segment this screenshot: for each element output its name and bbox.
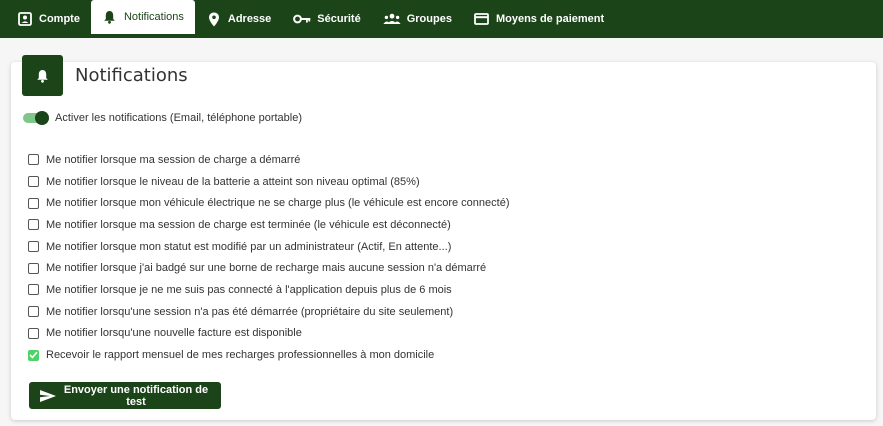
page-title: Notifications [75,65,188,86]
tab-moyens-de-paiement[interactable] [463,0,615,38]
notification-option [28,323,509,345]
toggle-knob [35,111,49,125]
notification-option [28,344,509,366]
tab-notifications[interactable] [91,0,195,34]
option-label: Me notifier lorsque ma session de charge est terminée (le véhicule est déconnecté) [46,218,451,231]
option-label: Recevoir le rapport mensuel de mes recharges professionnelles à mon domicile [46,349,435,362]
key-icon [293,11,311,27]
option-label: Me notifier lorsque j'ai badgé sur une borne de recharge mais aucune session n'a démarré [46,262,487,275]
check-icon [29,351,38,359]
option-label: Me notifier lorsque ma session de charge a démarré [46,153,301,166]
option-label: Me notifier lorsque mon statut est modifié par un administrateur (Actif, En attente...) [46,240,452,253]
option-label: Me notifier lorsque je ne me suis pas connecté à l'application depuis plus de 6 mois [46,283,452,296]
tab-label: Compte [39,13,80,25]
tab-label: Adresse [227,13,272,25]
option-label: Me notifier lorsqu'une nouvelle facture est disponible [46,327,302,340]
notification-option [28,301,509,323]
send-test-notification-button[interactable] [29,382,221,409]
notification-option [28,192,509,214]
bell-icon [22,55,63,96]
notification-option [28,214,509,236]
notification-option [28,171,509,193]
tab-groupes[interactable] [372,0,463,38]
tab-compte[interactable] [6,0,91,38]
button-label: Envoyer une notification de test [63,383,209,408]
notification-option [28,257,509,279]
checkbox[interactable] [28,328,39,339]
checkbox[interactable] [28,198,39,209]
group-icon [383,11,401,27]
checkbox[interactable] [28,219,39,230]
checkbox-checked[interactable] [28,350,39,361]
checkbox[interactable] [28,263,39,274]
account-box-icon [17,11,33,27]
notifications-toggle[interactable] [23,111,49,125]
checkbox[interactable] [28,241,39,252]
notifications-card [11,62,876,420]
tab-label: Notifications [123,11,184,23]
notification-option [28,279,509,301]
credit-card-icon [474,11,490,27]
notifications-toggle-row [23,111,302,125]
tab-label: Moyens de paiement [495,13,605,25]
checkbox[interactable] [28,306,39,317]
checkbox[interactable] [28,284,39,295]
notification-option [28,236,509,258]
option-label: Me notifier lorsque mon véhicule électrique ne se charge plus (le véhicule est encore connecté) [46,197,510,210]
tab-label: Groupes [406,13,452,25]
tab-adresse[interactable] [195,0,282,38]
checkbox[interactable] [28,154,39,165]
tab-label: Sécurité [317,13,361,25]
tab-securite[interactable] [282,0,371,38]
option-label: Me notifier lorsqu'une session n'a pas été démarrée (propriétaire du site seulement) [46,305,454,318]
send-icon [39,389,57,403]
card-header [22,55,188,96]
notifications-toggle-label: Activer les notifications (Email, téléphone portable) [55,112,303,124]
notification-options-list [28,149,509,366]
option-label: Me notifier lorsque le niveau de la batterie a atteint son niveau optimal (85%) [46,175,420,188]
top-nav-bar [0,0,883,38]
location-pin-icon [206,11,222,27]
checkbox[interactable] [28,176,39,187]
notification-option [28,149,509,171]
bell-icon [102,9,118,25]
